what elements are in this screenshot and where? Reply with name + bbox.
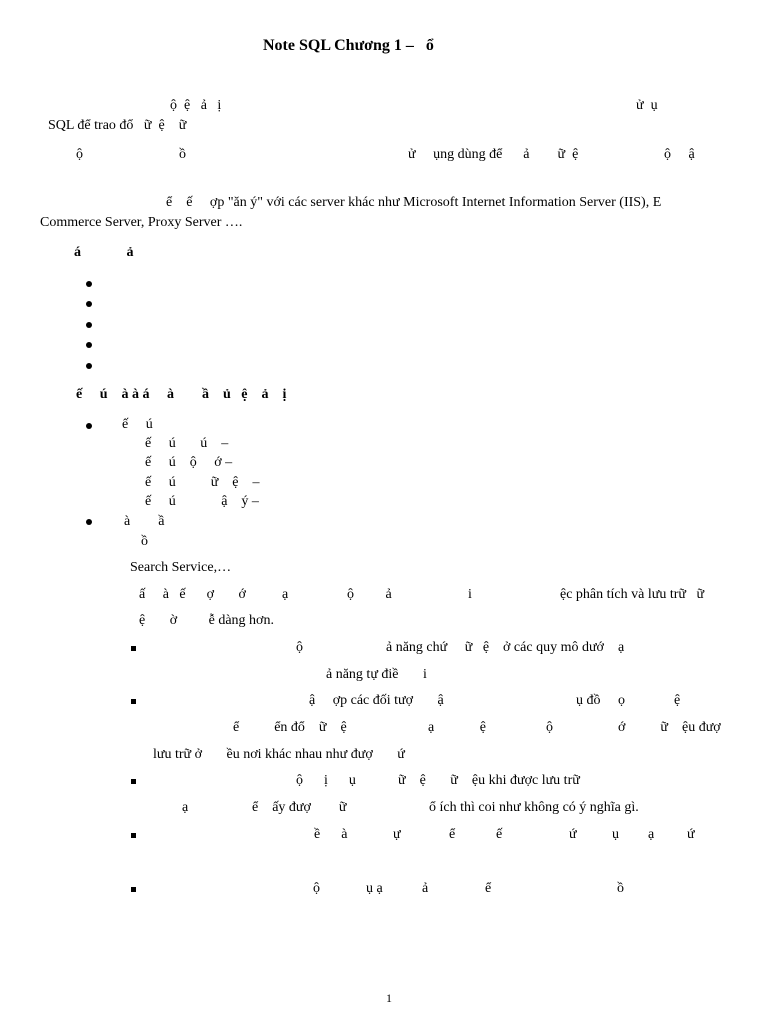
list-item-1: ế ú [122,417,153,432]
list-item-2-continuation: ồ [141,534,148,549]
sq2-line-2a: ể ển đổ ữ ệ [233,720,347,735]
bullet-2 [86,301,92,307]
paragraph-4-fragment-c: ộ ả [347,587,392,602]
square-bullet-5 [131,887,136,892]
sq2-line-2b: ạ ệ [428,720,486,735]
sq4-fragment-a: ề à [314,827,348,842]
paragraph-1-fragment-b: ử ụ [636,98,658,113]
sub-item-2: ế ú ộ ớ – [145,455,233,470]
sq4-fragment-b: ự [393,827,401,842]
sq2-fragment-b: ụ đồ ọ ệ [576,693,681,708]
sq3-line-2b: ể ấy đượ ữ [252,800,347,815]
paragraph-2-fragment-a: ộ [76,147,83,162]
paragraph-4-line-2: ệ ờ ễ dàng hơn. [139,613,274,628]
sq3-line-2c: ổ ích thì coi như không có ý nghĩa gì. [429,800,639,815]
paragraph-1-fragment-a: ộ ệ ả ị [170,98,222,113]
sq1-fragment-a: ộ [296,640,303,655]
paragraph-4-fragment-a: ấ à ế ợ ớ [139,587,246,602]
bullet-7 [86,519,92,525]
square-bullet-3 [131,779,136,784]
paragraph-3-line-1: ể ế ợp "ăn ý" với các server khác như Microsoft Internet Information Server (IIS), E [166,195,662,210]
page-number: 1 [386,991,392,1005]
square-bullet-4 [131,833,136,838]
section-heading-2: ế ú à à á à ầ ủ ệ ả ị [76,387,287,402]
bullet-4 [86,342,92,348]
sq4-fragment-g: ạ [648,827,655,842]
paragraph-4-fragment-b: ạ [282,587,289,602]
bullet-3 [86,322,92,328]
sq5-fragment-c: ả [422,881,429,896]
sq2-fragment-a: ậ ợp các đối tượ ậ [309,693,444,708]
paragraph-1-line-2: SQL để trao đổ ữ ệ ữ [48,118,187,133]
search-service-line: Search Service,… [130,560,232,575]
sq4-fragment-c: ể [449,827,456,842]
sq1-line-2: ả năng tự điề i [326,667,427,682]
square-bullet-2 [131,699,136,704]
sub-item-1: ế ú ú – [145,436,229,451]
sq1-fragment-b: ả năng chứ ữ ệ ở các quy mô dướ ạ [386,640,625,655]
sq5-fragment-d: ể [485,881,492,896]
square-bullet-1 [131,646,136,651]
paragraph-4-fragment-d: i [468,587,472,602]
sq5-fragment-b: ụ ạ [366,881,383,896]
paragraph-2-fragment-d: ộ ậ [664,147,695,162]
sq3-line-2a: ạ [182,800,189,815]
bullet-6 [86,423,92,429]
sq2-line-2d: ớ ữ ệu đượ [618,720,721,735]
sq3-fragment-a: ộ ị ụ [296,773,356,788]
sq5-fragment-a: ộ [313,881,320,896]
paragraph-2-fragment-c: ử ụng dùng để ả ữ ệ [408,147,579,162]
sq4-fragment-d: ế [496,827,503,842]
sq3-fragment-b: ữ ệ ữ ệu khi được lưu trữ [398,773,580,788]
paragraph-4-fragment-e: ệc phân tích và lưu trữ ữ [560,587,705,602]
sq4-fragment-h: ứ [687,827,695,842]
sq4-fragment-f: ụ [612,827,619,842]
paragraph-3-line-2: Commerce Server, Proxy Server …. [40,215,243,230]
sq4-fragment-e: ứ [569,827,577,842]
section-heading-1: á ả [74,245,134,260]
bullet-5 [86,363,92,369]
list-item-2: à ầ [124,514,165,529]
sq2-line-3: lưu trữ ở ều nơi khác nhau như đượ ứ [153,747,405,762]
sq2-line-2c: ộ [546,720,553,735]
sub-item-3: ế ú ữ ệ – [145,475,260,490]
paragraph-2-fragment-b: ồ [179,147,186,162]
sq5-fragment-e: ồ [617,881,624,896]
sub-item-4: ế ú ậ ý – [145,494,259,509]
bullet-1 [86,281,92,287]
page-title: Note SQL Chương 1 – ổ [263,37,434,54]
